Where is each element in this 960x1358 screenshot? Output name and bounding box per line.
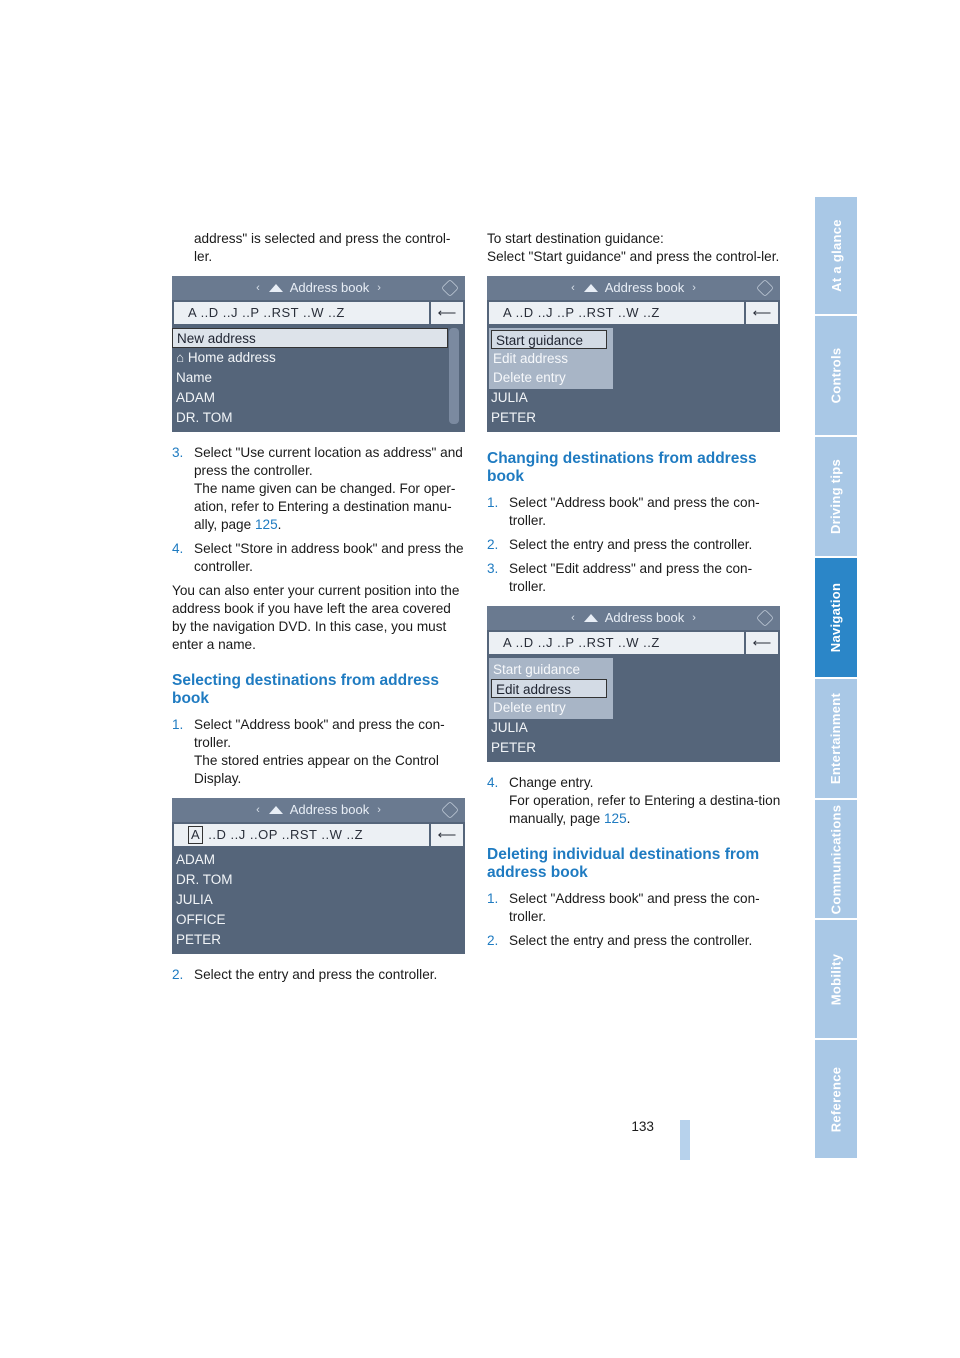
intro-text: address" is selected and press the control-ler. bbox=[194, 231, 451, 264]
paragraph: You can also enter your current position into the address book if you have left the area covered by the navigation DVD. In this case, you must enter a name. bbox=[172, 583, 460, 652]
screen-header bbox=[172, 276, 465, 300]
step-number: 1. bbox=[172, 717, 184, 732]
step-text: Select the entry and press the controller. bbox=[194, 967, 438, 982]
chevron-right-icon: › bbox=[377, 282, 381, 294]
left-column bbox=[172, 230, 467, 990]
chevron-right-icon: › bbox=[692, 612, 696, 624]
right-column bbox=[487, 230, 782, 956]
tab-communications[interactable] bbox=[815, 800, 857, 920]
screen-header bbox=[172, 798, 465, 822]
page-link[interactable]: 125 bbox=[254, 517, 278, 532]
step-text: Select "Edit address" and press the con-troller. bbox=[509, 561, 753, 594]
chevron-right-icon: › bbox=[377, 804, 381, 816]
step-text: Select "Address book" and press the con-troller. bbox=[509, 495, 760, 528]
tab-controls[interactable] bbox=[815, 316, 857, 437]
step-text: Select "Store in address book" and press the controller. bbox=[194, 541, 464, 574]
list-item[interactable]: JULIA bbox=[491, 390, 528, 405]
menu-item-delete-entry[interactable]: Delete entry bbox=[493, 700, 566, 715]
step-number: 2. bbox=[487, 537, 499, 552]
list-item[interactable]: OFFICE bbox=[176, 912, 226, 927]
step-2 bbox=[487, 536, 782, 554]
step-1 bbox=[487, 494, 782, 530]
back-arrow-icon[interactable]: ⟵ bbox=[746, 632, 778, 654]
address-book-screen-3 bbox=[487, 276, 780, 432]
tab-label: At a glance bbox=[828, 219, 844, 292]
list-item[interactable]: DR. TOM bbox=[176, 410, 233, 425]
chevron-left-icon: ‹ bbox=[256, 282, 260, 294]
intro-line: Select "Start guidance" and press the control-ler. bbox=[487, 249, 780, 264]
back-arrow-icon[interactable]: ⟵ bbox=[746, 302, 778, 324]
tab-at-a-glance[interactable] bbox=[815, 197, 857, 316]
step-text: Select "Address book" and press the con-troller. bbox=[194, 717, 445, 750]
list-item[interactable]: DR. TOM bbox=[176, 872, 233, 887]
entry-list bbox=[172, 328, 465, 428]
step-subtext: The name given can be changed. For oper-ation, refer to Entering a destination manu-ally, page bbox=[194, 481, 456, 532]
chapter-tabs bbox=[815, 197, 857, 1160]
menu-item-start-guidance[interactable]: Start guidance bbox=[493, 662, 581, 677]
alphabet-bar[interactable]: A ..D ..J ..P ..RST ..W ..Z bbox=[489, 632, 744, 654]
step-3: 3. Select "Use current location as address" and press the controller. The name given can be changed. For oper-ation, refer to Entering a destination manu-ally, page 125. bbox=[172, 445, 463, 532]
list-item[interactable]: ADAM bbox=[176, 390, 216, 405]
back-arrow-icon[interactable]: ⟵ bbox=[431, 302, 463, 324]
menu-item-delete-entry[interactable]: Delete entry bbox=[493, 370, 566, 385]
step-subtext: For operation, refer to Entering a destina-tion manually, page bbox=[509, 793, 781, 826]
step-text: Select the entry and press the controller. bbox=[509, 537, 753, 552]
address-book-icon bbox=[583, 282, 599, 294]
address-book-screen-2 bbox=[172, 798, 465, 954]
step-number: 1. bbox=[487, 495, 499, 510]
alphabet-bar[interactable] bbox=[174, 824, 429, 846]
page-number: 133 bbox=[631, 1119, 654, 1134]
step-4: 4. Change entry. For operation, refer to Entering a destina-tion manually, page 125. bbox=[487, 775, 781, 826]
list-item[interactable]: Name bbox=[176, 370, 213, 385]
tab-label: Entertainment bbox=[828, 692, 844, 785]
page-link[interactable]: 125 bbox=[603, 811, 627, 826]
chevron-left-icon: ‹ bbox=[571, 282, 575, 294]
entry-list bbox=[487, 388, 780, 428]
step-text: Select the entry and press the controller. bbox=[509, 933, 753, 948]
list-item[interactable]: JULIA bbox=[176, 892, 213, 907]
screen-header bbox=[487, 276, 780, 300]
page-marker bbox=[680, 1120, 690, 1160]
section-heading: Changing destinations from address book bbox=[487, 450, 757, 485]
section-heading: Deleting individual destinations from address book bbox=[487, 846, 760, 881]
back-arrow-icon[interactable]: ⟵ bbox=[431, 824, 463, 846]
tab-label: Navigation bbox=[828, 582, 844, 653]
tab-label: Driving tips bbox=[828, 458, 844, 535]
intro-text bbox=[487, 230, 782, 266]
step-number: 4. bbox=[487, 775, 499, 790]
step-text: Select "Use current location as address" and press the controller. bbox=[194, 445, 463, 478]
tab-reference[interactable] bbox=[815, 1040, 857, 1160]
step-number: 2. bbox=[487, 933, 499, 948]
settings-icon[interactable] bbox=[756, 609, 774, 627]
step-4 bbox=[172, 540, 467, 576]
step-2 bbox=[487, 932, 782, 950]
list-item[interactable]: ⌂ Home address bbox=[176, 350, 276, 365]
context-menu bbox=[489, 328, 613, 389]
step-1 bbox=[487, 890, 782, 926]
menu-item-edit-address[interactable]: Edit address bbox=[493, 351, 569, 366]
address-book-screen-4 bbox=[487, 606, 780, 762]
list-item[interactable]: ADAM bbox=[176, 852, 216, 867]
section-heading: Selecting destinations from address book bbox=[172, 672, 440, 707]
step-number: 3. bbox=[172, 445, 184, 460]
step-subtext: The stored entries appear on the Control Display. bbox=[194, 753, 439, 786]
tab-label: Controls bbox=[828, 347, 844, 404]
address-book-icon bbox=[268, 804, 284, 816]
selected-letter[interactable]: A bbox=[188, 826, 203, 844]
list-item[interactable]: JULIA bbox=[491, 720, 528, 735]
alphabet-bar[interactable]: A ..D ..J ..P ..RST ..W ..Z bbox=[489, 302, 744, 324]
list-item[interactable]: New address bbox=[172, 328, 448, 348]
tab-mobility[interactable] bbox=[815, 920, 857, 1040]
tab-driving-tips[interactable] bbox=[815, 437, 857, 558]
list-item[interactable]: PETER bbox=[176, 932, 222, 947]
step-text: Change entry. bbox=[509, 775, 594, 790]
settings-icon[interactable] bbox=[756, 279, 774, 297]
menu-item-edit-address[interactable]: Edit address bbox=[491, 679, 607, 698]
chevron-left-icon: ‹ bbox=[256, 804, 260, 816]
step-number: 1. bbox=[487, 891, 499, 906]
list-item[interactable]: PETER bbox=[491, 740, 537, 755]
tab-label: Mobility bbox=[828, 953, 844, 1005]
tab-label: Reference bbox=[828, 1066, 844, 1132]
step-3 bbox=[487, 560, 782, 596]
screen-title: Address book bbox=[604, 610, 685, 625]
settings-icon[interactable] bbox=[441, 801, 459, 819]
tab-label: Communications bbox=[828, 804, 844, 914]
context-menu bbox=[489, 658, 613, 719]
step-1 bbox=[172, 716, 467, 788]
screen-title: Address book bbox=[604, 280, 685, 295]
step-2 bbox=[172, 966, 467, 984]
step-text: Select "Address book" and press the con-troller. bbox=[509, 891, 760, 924]
step-number: 3. bbox=[487, 561, 499, 576]
tab-navigation[interactable] bbox=[815, 558, 857, 679]
step-number: 2. bbox=[172, 967, 184, 982]
entry-list bbox=[172, 850, 465, 950]
address-book-screen-1 bbox=[172, 276, 465, 432]
tab-entertainment[interactable] bbox=[815, 679, 857, 800]
intro-line: To start destination guidance: bbox=[487, 231, 664, 246]
step-number: 4. bbox=[172, 541, 184, 556]
entry-list bbox=[487, 718, 780, 758]
screen-header bbox=[487, 606, 780, 630]
address-book-icon bbox=[583, 612, 599, 624]
screen-title: Address book bbox=[289, 280, 370, 295]
settings-icon[interactable] bbox=[441, 279, 459, 297]
chevron-right-icon: › bbox=[692, 282, 696, 294]
alphabet-bar[interactable]: A ..D ..J ..P ..RST ..W ..Z bbox=[174, 302, 429, 324]
list-item[interactable]: PETER bbox=[491, 410, 537, 425]
scrollbar[interactable] bbox=[449, 328, 459, 424]
menu-item-start-guidance[interactable]: Start guidance bbox=[491, 330, 607, 349]
alphabet-rest: ..D ..J ..OP ..RST ..W ..Z bbox=[208, 827, 364, 842]
screen-title: Address book bbox=[289, 802, 370, 817]
address-book-icon bbox=[268, 282, 284, 294]
chevron-left-icon: ‹ bbox=[571, 612, 575, 624]
